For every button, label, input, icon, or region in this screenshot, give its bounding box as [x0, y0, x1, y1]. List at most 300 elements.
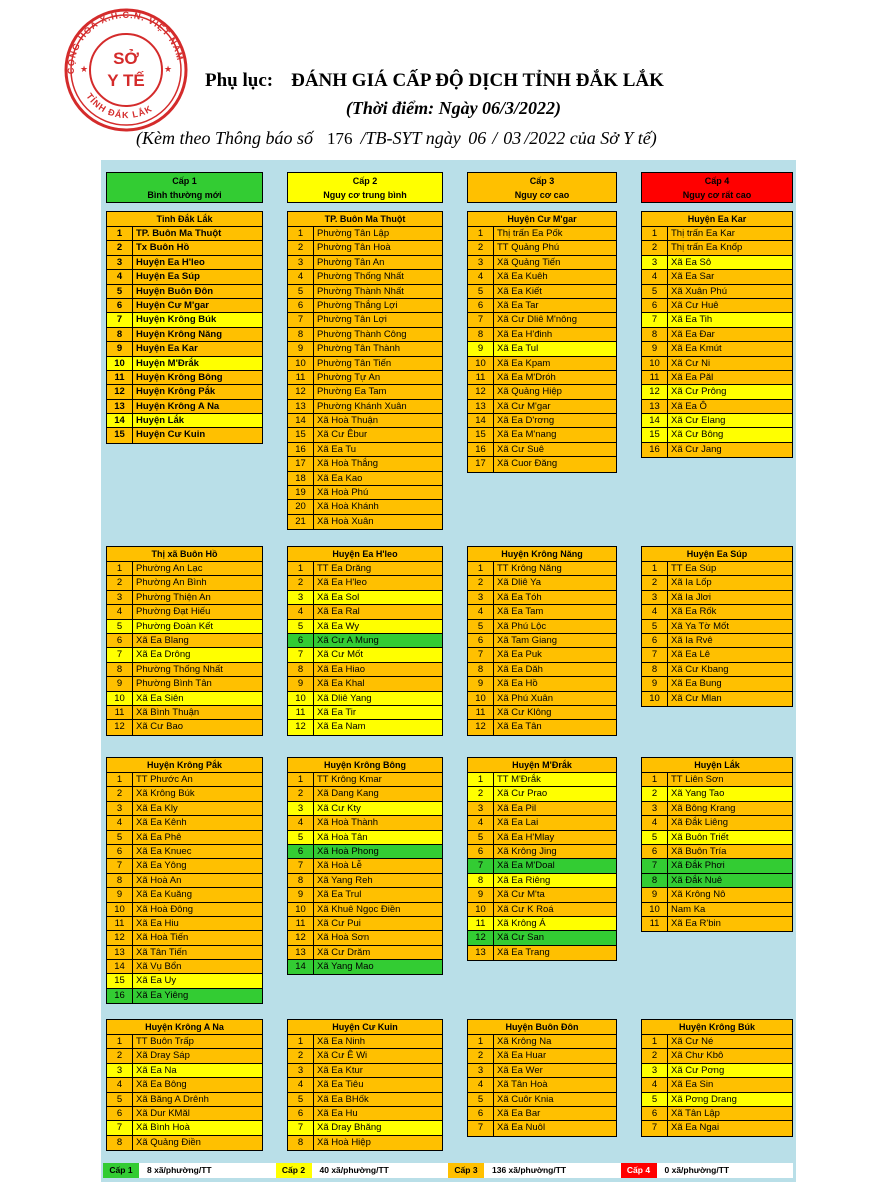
row-number: 1 — [642, 773, 668, 786]
table-row — [642, 831, 792, 845]
table-row — [468, 1121, 616, 1135]
district-table — [641, 757, 793, 932]
row-name: Huyện M'Đrắk — [136, 357, 199, 369]
seal-star-left-icon: ★ — [80, 64, 89, 74]
row-number: 6 — [642, 299, 668, 312]
row-number: 3 — [107, 1064, 133, 1077]
row-number: 7 — [288, 313, 314, 326]
row-number: 18 — [288, 472, 314, 485]
row-number: 10 — [468, 903, 494, 916]
row-number: 3 — [107, 802, 133, 815]
table-row — [107, 802, 262, 816]
row-number: 2 — [107, 787, 133, 800]
table-row — [468, 634, 616, 648]
row-name: Xã Ea Nam — [317, 721, 366, 733]
row-number: 12 — [107, 931, 133, 944]
table-row — [107, 1136, 262, 1150]
table-row — [288, 486, 442, 500]
table-row — [468, 620, 616, 634]
row-number: 4 — [288, 816, 314, 829]
row-number: 2 — [468, 1049, 494, 1062]
row-name: Xã Ea Huar — [497, 1050, 547, 1062]
row-number: 10 — [107, 692, 133, 705]
row-name: Xã Ea M'Dróh — [497, 371, 556, 383]
table-row — [107, 692, 262, 706]
row-number: 3 — [288, 1064, 314, 1077]
row-name: Xã Ea Na — [136, 1064, 177, 1076]
row-name: Xã Hoà Tân — [317, 831, 368, 843]
table-row — [288, 816, 442, 830]
table-row — [288, 960, 442, 974]
table-row — [468, 903, 616, 917]
row-name: TP. Buôn Ma Thuột — [136, 228, 222, 239]
row-number: 4 — [468, 605, 494, 618]
table-header: Huyện Krông Búk — [642, 1020, 792, 1035]
table-row — [642, 256, 792, 270]
table-row — [468, 692, 616, 706]
table-row — [642, 773, 792, 787]
table-row — [468, 562, 616, 576]
table-header: TP. Buôn Ma Thuột — [288, 212, 442, 227]
row-name: TT M'Đrắk — [497, 774, 541, 785]
district-table — [641, 211, 793, 458]
table-row — [642, 605, 792, 619]
table-header: Huyện Cư M'gar — [468, 212, 616, 227]
table-row — [107, 371, 262, 385]
row-name: TT Ea Súp — [671, 563, 717, 574]
row-number: 7 — [642, 648, 668, 661]
row-number: 2 — [642, 241, 668, 254]
row-name: Phường Đoàn Kết — [136, 620, 214, 632]
table-row — [288, 227, 442, 241]
row-number: 5 — [107, 1093, 133, 1106]
table-row — [642, 591, 792, 605]
row-name: Xã Ea Nuôl — [497, 1122, 546, 1134]
row-name: Xã Ea Yiêng — [136, 989, 189, 1001]
table-row — [107, 357, 262, 371]
table-row — [288, 385, 442, 399]
row-number: 6 — [107, 1107, 133, 1120]
row-number: 15 — [107, 428, 133, 442]
table-row — [642, 285, 792, 299]
table-row — [288, 802, 442, 816]
table-row — [642, 802, 792, 816]
row-number: 12 — [642, 385, 668, 398]
row-number: 9 — [107, 888, 133, 901]
table-row — [288, 874, 442, 888]
table-row — [642, 845, 792, 859]
row-number: 4 — [107, 816, 133, 829]
row-number: 11 — [468, 917, 494, 930]
row-number: 10 — [288, 357, 314, 370]
row-name: Xã Ea Wy — [317, 620, 360, 632]
district-table — [641, 1019, 793, 1137]
seal-bottom-text: TỈNH ĐẮK LẮK — [84, 91, 155, 121]
ref-day: 06 — [468, 128, 487, 148]
row-number: 1 — [468, 562, 494, 575]
table-row — [288, 241, 442, 255]
ref-number: 176 — [327, 129, 353, 148]
row-name: Xã Ea Ktur — [317, 1064, 363, 1076]
table-row — [288, 443, 442, 457]
table-row — [642, 1049, 792, 1063]
row-number: 2 — [288, 576, 314, 589]
row-name: Xã Ea D'rơng — [497, 415, 555, 427]
row-name: Xã Phú Xuân — [497, 692, 553, 704]
district-table — [467, 546, 617, 736]
table-row — [107, 706, 262, 720]
row-name: Xã Dray Bhăng — [317, 1122, 382, 1134]
reference-line — [136, 128, 657, 149]
row-name: Xã Cư Dliê M'nông — [497, 314, 577, 326]
row-number: 6 — [642, 845, 668, 858]
row-number: 5 — [288, 620, 314, 633]
row-number: 7 — [107, 313, 133, 326]
row-number: 6 — [288, 299, 314, 312]
table-header: Huyện M'Đrắk — [468, 758, 616, 773]
row-number: 5 — [642, 1093, 668, 1106]
table-row — [642, 1078, 792, 1092]
row-number: 2 — [288, 1049, 314, 1062]
row-name: Xã Dang Kang — [317, 788, 379, 800]
row-number: 6 — [107, 299, 133, 312]
row-number: 5 — [642, 285, 668, 298]
row-number: 10 — [107, 903, 133, 916]
row-name: TT Ea Drăng — [317, 563, 372, 574]
table-row — [288, 706, 442, 720]
table-row — [468, 285, 616, 299]
table-row — [288, 787, 442, 801]
table-row — [468, 773, 616, 787]
row-name: Xã Dray Sáp — [136, 1050, 190, 1062]
table-row — [468, 946, 616, 960]
row-number: 4 — [642, 816, 668, 829]
row-name: Xã Ea Kuăng — [136, 889, 192, 901]
row-name: Xã Bình Thuận — [136, 706, 200, 718]
row-name: Xã Ea H'đinh — [497, 328, 553, 340]
table-row — [107, 299, 262, 313]
table-row — [642, 385, 792, 399]
row-name: Xã Cư Mốt — [317, 649, 363, 661]
row-name: Xã Ea Kuêh — [497, 271, 548, 283]
row-number: 15 — [288, 428, 314, 441]
table-row — [107, 831, 262, 845]
table-row — [107, 313, 262, 327]
row-name: Xã Ea Trul — [317, 889, 362, 901]
row-name: Xã Hoà An — [136, 874, 182, 886]
table-row — [468, 1093, 616, 1107]
row-number: 9 — [288, 342, 314, 355]
row-name: Xã Cư Pui — [317, 917, 361, 929]
district-table — [467, 1019, 617, 1137]
row-name: Xã Ea Rốk — [671, 606, 717, 618]
legend-level-2 — [287, 172, 443, 203]
row-number: 14 — [107, 960, 133, 973]
table-row — [107, 787, 262, 801]
row-name: Xã Quảng Hiệp — [497, 386, 562, 398]
table-row — [468, 931, 616, 945]
row-name: Xã Xuân Phú — [671, 285, 727, 297]
table-row — [468, 1107, 616, 1121]
row-number: 16 — [288, 443, 314, 456]
table-row — [642, 1093, 792, 1107]
row-name: Phường Thống Nhất — [317, 271, 404, 283]
row-number: 9 — [107, 677, 133, 690]
row-name: TT Quảng Phú — [497, 242, 560, 254]
row-name: Xã Khuê Ngọc Điền — [317, 903, 401, 915]
row-number: 10 — [468, 357, 494, 370]
row-name: Xã Chư Kbô — [671, 1050, 724, 1062]
seal-center-line-1: SỞ — [113, 49, 139, 68]
table-row — [468, 576, 616, 590]
table-row — [288, 720, 442, 734]
row-name: Xã Tân Hoà — [497, 1079, 548, 1091]
row-number: 4 — [642, 605, 668, 618]
table-row — [642, 816, 792, 830]
table-row — [468, 591, 616, 605]
row-number: 7 — [468, 859, 494, 872]
row-name: Xã Cư M'gar — [497, 400, 551, 412]
row-number: 5 — [288, 831, 314, 844]
row-number: 8 — [107, 874, 133, 887]
row-name: Xã Ea Păl — [671, 371, 714, 383]
row-number: 9 — [468, 677, 494, 690]
row-name: Thị trấn Ea Pốk — [497, 228, 563, 239]
table-row — [107, 428, 262, 442]
table-row — [107, 241, 262, 255]
table-row — [107, 917, 262, 931]
row-name: Xã Yang Reh — [317, 874, 373, 886]
row-number: 7 — [642, 1121, 668, 1135]
legend-title: Cấp 4 — [704, 176, 730, 186]
table-row — [468, 457, 616, 471]
district-table — [106, 546, 263, 736]
table-row — [468, 328, 616, 342]
table-row — [107, 634, 262, 648]
row-number: 10 — [288, 903, 314, 916]
row-number: 1 — [468, 227, 494, 240]
table-row — [468, 400, 616, 414]
row-number: 13 — [288, 946, 314, 959]
legend-desc: Bình thường mới — [147, 190, 222, 200]
row-number: 3 — [468, 1064, 494, 1077]
district-table — [641, 546, 793, 707]
appendix-label: Phụ lục: — [205, 70, 274, 91]
row-name: Phường Tự An — [317, 371, 381, 383]
ref-prefix: (Kèm theo Thông báo số — [136, 128, 313, 148]
table-row — [107, 931, 262, 945]
row-number: 15 — [107, 974, 133, 987]
seal-center-line-2: Y TẾ — [107, 71, 145, 90]
row-number: 11 — [288, 706, 314, 719]
row-name: Xã Ea Puk — [497, 649, 542, 661]
legend-desc: Nguy cơ cao — [514, 190, 570, 200]
table-row — [642, 371, 792, 385]
table-row — [107, 859, 262, 873]
table-row — [107, 328, 262, 342]
row-name: Nam Ka — [671, 903, 706, 915]
table-row — [468, 371, 616, 385]
row-number: 3 — [642, 591, 668, 604]
table-header: Huyện Ea H'leo — [288, 547, 442, 562]
row-name: Xã Ia Jlơi — [671, 591, 712, 603]
row-name: Xã Ea Kmút — [671, 343, 722, 355]
table-row — [468, 888, 616, 902]
table-row — [288, 515, 442, 529]
table-row — [468, 299, 616, 313]
row-number: 11 — [107, 917, 133, 930]
row-name: Xã Hoà Đông — [136, 903, 194, 915]
table-row — [288, 500, 442, 514]
table-row — [468, 787, 616, 801]
row-number: 5 — [107, 620, 133, 633]
seal-ring-text: CỘNG HÒA X.H.C.N. VIỆT NAM — [65, 9, 186, 75]
table-row — [468, 357, 616, 371]
table-row — [107, 960, 262, 974]
row-name: Xã Đắk Nuê — [671, 874, 723, 886]
row-name: Xã Cư Bao — [136, 721, 184, 733]
table-row — [642, 313, 792, 327]
table-row — [288, 1107, 442, 1121]
table-row — [642, 859, 792, 873]
table-row — [107, 773, 262, 787]
row-number: 1 — [468, 1035, 494, 1048]
row-name: Xã Cư Êbur — [317, 429, 368, 441]
row-name: Xã Ea Đar — [671, 328, 715, 340]
table-row — [288, 1093, 442, 1107]
row-name: Xã Cư Né — [671, 1036, 714, 1047]
row-name: Xã Đắk Phơi — [671, 860, 725, 872]
row-name: Xã Yang Mao — [317, 961, 374, 973]
row-number: 3 — [642, 256, 668, 269]
row-name: Xã Cư Drăm — [317, 946, 371, 958]
row-name: Xã Krông Na — [497, 1036, 552, 1047]
table-row — [642, 400, 792, 414]
row-number: 2 — [468, 241, 494, 254]
row-number: 7 — [468, 313, 494, 326]
row-number: 4 — [468, 1078, 494, 1091]
row-name: Xã Cư K Roá — [497, 903, 554, 915]
row-number: 5 — [288, 1093, 314, 1106]
row-number: 8 — [288, 1136, 314, 1150]
row-name: Huyện Lắk — [136, 415, 185, 427]
table-row — [642, 620, 792, 634]
assessment-panel — [101, 160, 796, 1182]
row-name: TT Krông Năng — [497, 563, 562, 574]
row-name: Xã Ea Tih — [671, 314, 713, 326]
row-number: 1 — [642, 562, 668, 575]
table-row — [468, 816, 616, 830]
row-name: Phường Tân An — [317, 256, 385, 268]
row-number: 8 — [288, 874, 314, 887]
row-name: Xã Dliê Yang — [317, 692, 372, 704]
table-row — [468, 706, 616, 720]
row-number: 6 — [642, 634, 668, 647]
date-subtitle: (Thời điểm: Ngày 06/3/2022) — [345, 98, 562, 118]
row-name: Xã Cuor Đăng — [497, 458, 558, 470]
row-number: 12 — [468, 931, 494, 944]
row-number: 7 — [107, 648, 133, 661]
table-row — [288, 605, 442, 619]
table-row — [107, 648, 262, 662]
table-row — [642, 634, 792, 648]
summary-tag: Cấp 2 — [276, 1163, 312, 1178]
row-name: Xã Ya Tờ Mốt — [671, 620, 729, 632]
row-name: Xã Hoà Tiến — [136, 932, 189, 944]
row-name: Phường An Lạc — [136, 563, 203, 574]
legend-title: Cấp 3 — [529, 176, 555, 186]
row-number: 16 — [107, 989, 133, 1003]
table-header: Thị xã Buôn Hồ — [107, 547, 262, 562]
row-number: 11 — [468, 706, 494, 719]
table-row — [288, 342, 442, 356]
table-row — [642, 648, 792, 662]
row-name: Xã Cư Kty — [317, 802, 361, 814]
row-name: Phường Thành Công — [317, 328, 407, 340]
row-name: Xã Hoà Thắng — [317, 458, 379, 470]
row-number: 8 — [288, 328, 314, 341]
table-row — [107, 256, 262, 270]
row-number: 8 — [107, 663, 133, 676]
table-row — [468, 1049, 616, 1063]
row-name: Xã Ea Ral — [317, 606, 360, 618]
row-name: Xã Ea Sin — [671, 1079, 714, 1091]
table-row — [107, 720, 262, 734]
row-number: 14 — [642, 414, 668, 427]
row-name: Xã Ea Kênh — [136, 817, 187, 829]
table-row — [468, 605, 616, 619]
table-row — [107, 605, 262, 619]
row-number: 13 — [107, 946, 133, 959]
row-name: Xã Hoà Khánh — [317, 501, 379, 513]
row-name: Xã Pơng Drang — [671, 1093, 737, 1105]
row-number: 5 — [468, 831, 494, 844]
row-number: 10 — [642, 903, 668, 916]
table-row — [468, 677, 616, 691]
row-name: Xã Hoà Hiệp — [317, 1136, 371, 1148]
row-number: 1 — [107, 562, 133, 575]
table-row — [642, 241, 792, 255]
row-name: TT Krông Kmar — [317, 774, 382, 785]
row-name: Xã Ea M'nang — [497, 429, 557, 441]
row-number: 5 — [107, 285, 133, 298]
row-name: Xã Ea Ninh — [317, 1036, 366, 1047]
table-header: Huyện Krông Pắk — [107, 758, 262, 773]
row-number: 14 — [288, 414, 314, 427]
row-name: Xã Krông Nô — [671, 889, 726, 901]
table-row — [107, 1078, 262, 1092]
table-row — [288, 845, 442, 859]
row-number: 9 — [288, 677, 314, 690]
row-name: Xã Ea Hu — [317, 1107, 358, 1119]
row-number: 9 — [288, 888, 314, 901]
table-row — [468, 720, 616, 734]
row-name: Xã Tam Giang — [497, 634, 558, 646]
row-number: 8 — [107, 1136, 133, 1150]
row-name: Xã Ea Tóh — [497, 591, 542, 603]
row-number: 3 — [288, 256, 314, 269]
row-number: 5 — [642, 831, 668, 844]
row-name: Xã Ea Sar — [671, 271, 715, 283]
row-name: Xã Ea Tu — [317, 443, 357, 455]
row-name: Xã Ea Blang — [136, 634, 189, 646]
row-name: Phường Thắng Lợi — [317, 299, 398, 311]
row-number: 4 — [107, 605, 133, 618]
district-table — [287, 546, 443, 736]
row-name: Huyện Krông Búk — [136, 314, 217, 326]
row-number: 2 — [288, 787, 314, 800]
table-row — [107, 562, 262, 576]
